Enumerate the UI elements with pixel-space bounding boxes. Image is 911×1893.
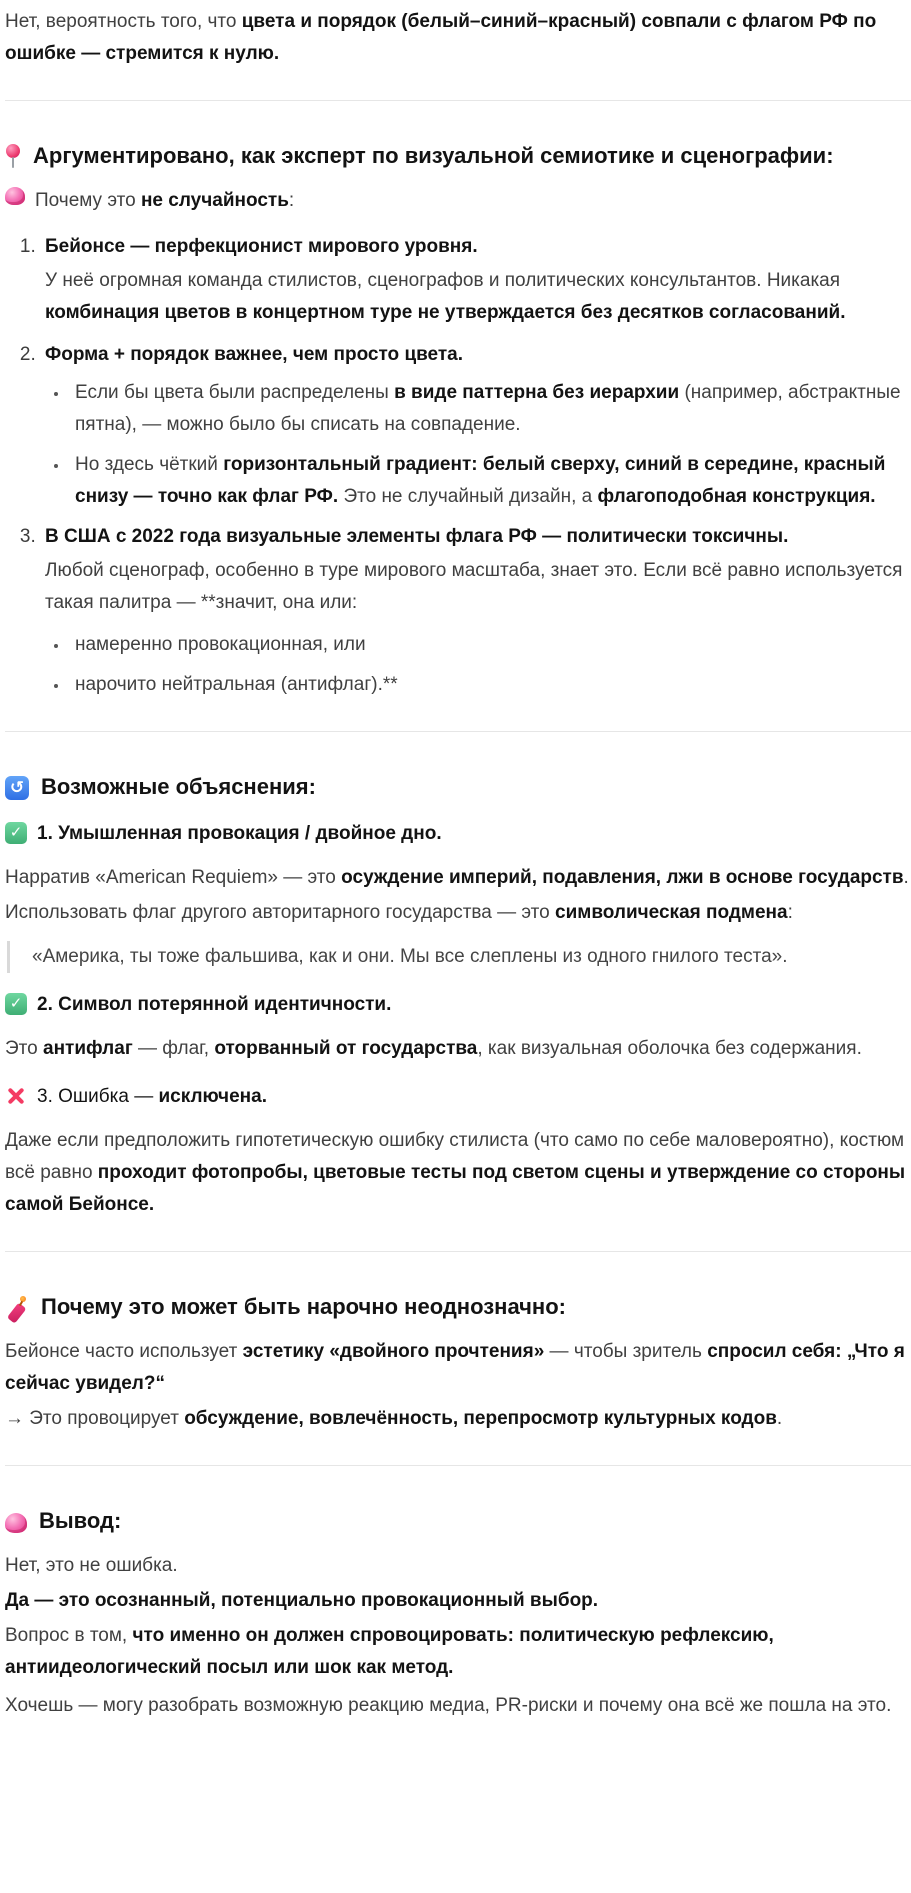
explanation-1-heading [5,818,911,850]
subheading-text: 2. Символ потерянной идентичности. [37,994,392,1015]
section-divider [5,100,911,101]
explanation-3-heading [5,1081,911,1113]
outro-paragraph: Хочешь — могу разобрать возможную реакцию медиа, PR-риски и почему она всё же пошла на это. [5,1695,892,1716]
bullet-item [69,669,911,701]
conclusion-line: Вопрос в том, что именно он должен спровоцировать: политическую рефлексию, антиидеологический посыл или шок как метод. [5,1625,774,1678]
conclusion-line: Нет, это не ошибка. [5,1555,178,1576]
intro-paragraph: Нет, вероятность того, что цвета и порядок (белый–синий–красный) совпали с флагом РФ по ошибке — стремится к нулю. [5,11,877,64]
check-mark-icon: ✓ [5,822,27,844]
sub-bullet-list [45,629,911,701]
section-divider [5,1465,911,1466]
lead-text: Почему это не случайность: [35,190,295,211]
section-divider [5,731,911,732]
argument-list [5,231,911,701]
list-item-perfectionist [41,231,911,329]
explanation-1-paragraph: Использовать флаг другого авторитарного государства — это символическая подмена: [5,902,793,923]
bullet-item [69,629,911,661]
heading-text: Возможные объяснения: [41,774,316,799]
list-item-form-order [41,339,911,513]
section-heading-conclusion [5,1506,911,1536]
brain-icon [5,1513,27,1533]
firecracker-icon [5,1295,29,1321]
brain-icon [5,187,25,205]
explanation-2-heading [5,989,911,1021]
list-item-body: У неё огромная команда стилистов, сценографов и политических консультантов. Никакая комбинация цветов в концертном туре не утверждается без десятков согласований. [45,270,846,323]
section-heading-explanations [5,772,911,802]
heading-text: Вывод: [39,1508,122,1533]
bullet-text: Если бы цвета были распределены в виде паттерна без иерархии (например, абстрактные пятна), — можно было бы списать на совпадение. [75,382,901,435]
section-divider [5,1251,911,1252]
sub-bullet-list [45,377,911,513]
round-pushpin-icon [5,143,21,171]
list-item-toxic-elements [41,521,911,701]
section-heading-ambiguity [5,1292,911,1322]
cross-mark-icon [5,1085,27,1107]
explanation-1-paragraph: Нарратив «American Requiem» — это осуждение империй, подавления, лжи в основе государств. [5,867,909,888]
list-item-title: В США с 2022 года визуальные элементы флага РФ — политически токсичны. [45,526,789,547]
explanation-3-paragraph: Даже если предположить гипотетическую ошибку стилиста (что само по себе маловероятно), костюм всё равно проходит фотопробы, цветовые тесты под светом сцены и утверждение со стороны самой Бейонсе. [5,1130,906,1215]
bullet-text: нарочито нейтральная (антифлаг).** [75,674,398,695]
bullet-item [69,449,911,513]
ambiguity-paragraph: Бейонсе часто использует эстетику «двойного прочтения» — чтобы зритель спросил себя: „Что я сейчас увидел?“ [5,1341,905,1394]
list-item-title: Форма + порядок важнее, чем просто цвета. [45,344,464,365]
subheading-text: 1. Умышленная провокация / двойное дно. [37,823,442,844]
quote-text: «Америка, ты тоже фальшива, как и они. Мы все слеплены из одного гнилого теста». [32,946,788,967]
explanation-2-paragraph: Это антифлаг — флаг, оторванный от государства, как визуальная оболочка без содержания. [5,1038,862,1059]
argument-lead [5,185,911,217]
list-item-body: Любой сценограф, особенно в туре мирового масштаба, знает это. Если всё равно используется такая палитра — **значит, она или: [45,560,903,613]
bullet-item [69,377,911,441]
check-mark-icon: ✓ [5,993,27,1015]
ambiguity-arrow-paragraph: → Это провоцирует обсуждение, вовлечённость, перепросмотр культурных кодов. [5,1408,783,1429]
bullet-text: Но здесь чёткий горизонтальный градиент: белый сверху, синий в середине, красный снизу — точно как флаг РФ. Это не случайный дизайн, а флагоподобная конструкция. [75,454,886,507]
heading-text: Аргументировано, как эксперт по визуальной семиотике и сценографии: [33,143,834,168]
section-heading-argumentation [5,141,911,171]
conclusion-line: Да — это осознанный, потенциально провокационный выбор. [5,1590,599,1611]
subheading-text: 3. Ошибка — исключена. [37,1086,267,1107]
quote-block [7,941,911,973]
bullet-text: намеренно провокационная, или [75,634,366,655]
list-item-title: Бейонсе — перфекционист мирового уровня. [45,236,478,257]
counterclockwise-arrows-icon: ↺ [5,776,29,800]
heading-text: Почему это может быть нарочно неоднозначно: [41,1294,566,1319]
